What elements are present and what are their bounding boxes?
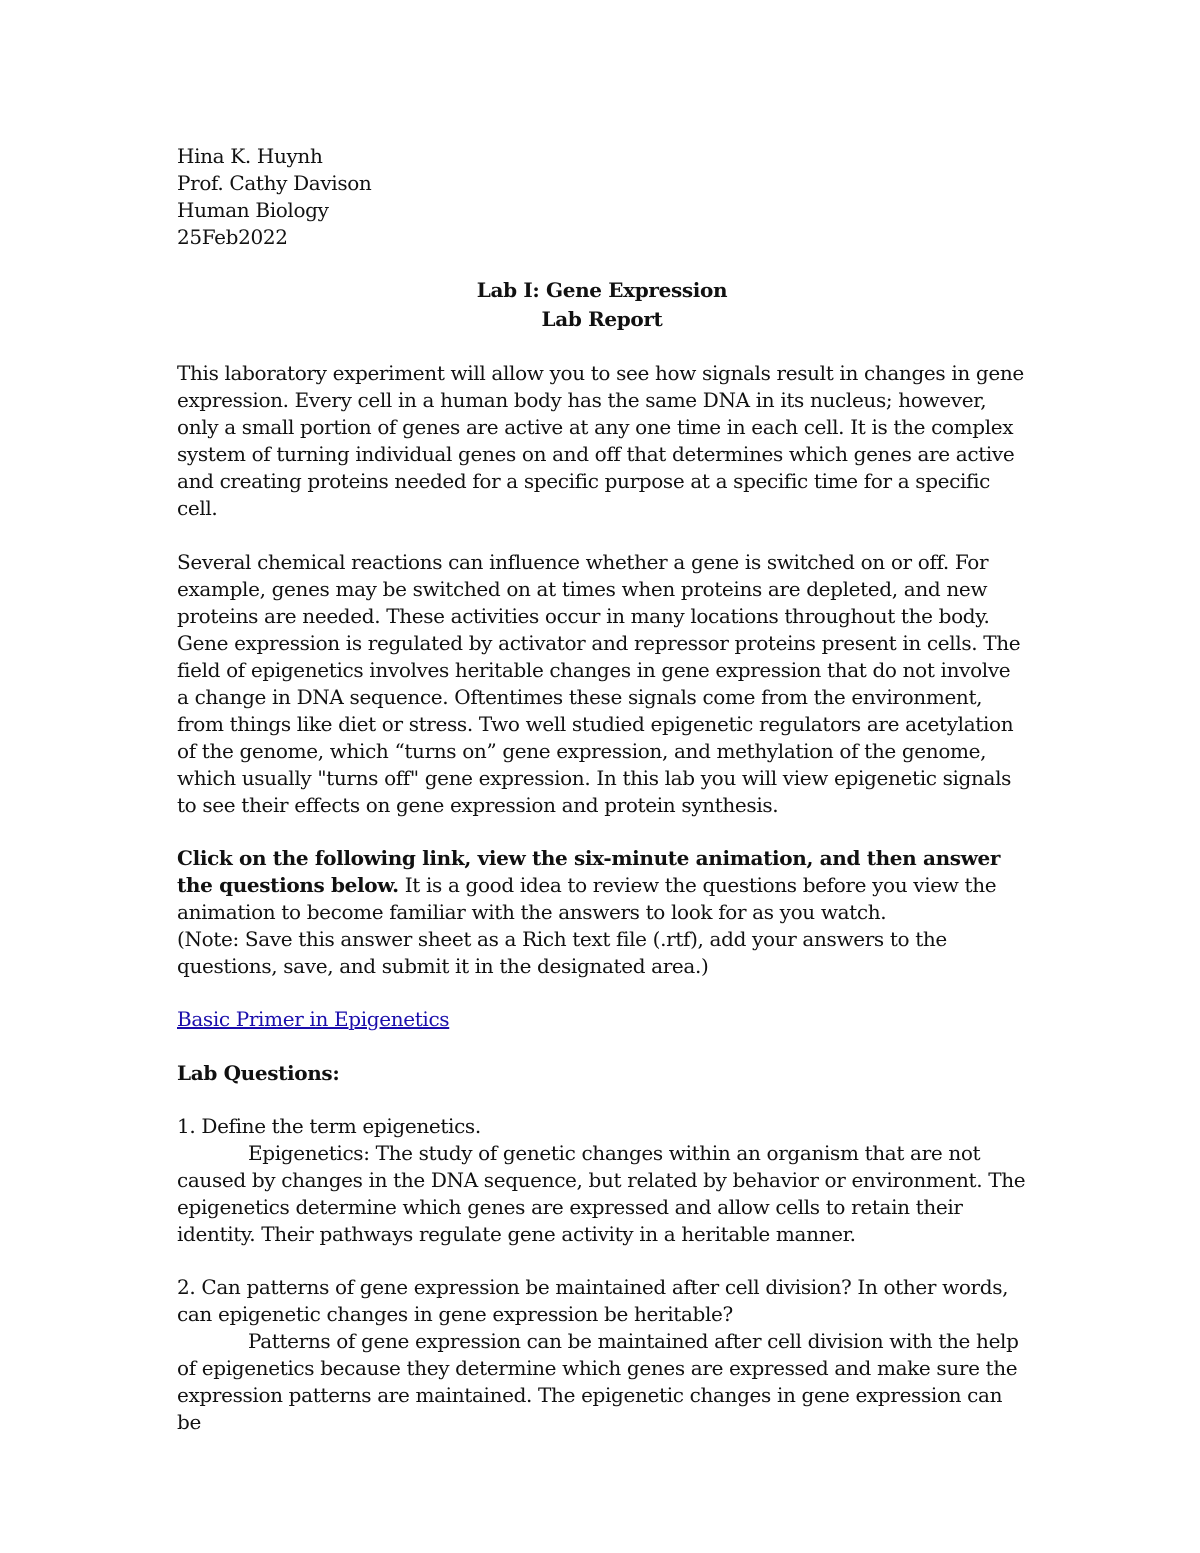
background-paragraph: Several chemical reactions can influence whether a gene is switched on or off. For example, genes may be switched on at times when proteins are depleted, and new proteins are needed. These activities occur in many locations throughout the body. Gene expression is regulated by activator and repressor proteins present in cells. The field of epigenetics involves heritable changes in gene expression that do not involve a change in DNA sequence. Oftentimes these signals come from the environment, from things like diet or stress. Two well studied epigenetic regulators are acetylation of the genome, which “turns on” gene expression, and methylation of the genome, which usually "turns off" gene expression. In this lab you will view epigenetic signals to see their effects on gene expression and protein synthesis. bbox=[177, 550, 1021, 817]
link-paragraph bbox=[177, 1006, 1027, 1033]
question-1 bbox=[177, 1113, 1027, 1248]
document-page bbox=[177, 143, 1027, 1436]
title-block bbox=[177, 276, 1027, 334]
page-title: Lab I: Gene Expression bbox=[476, 278, 728, 302]
question-2-answer: Patterns of gene expression can be maintained after cell division with the help of epigenetics because they determine which genes are expressed and make sure the expression patterns are maintained. The epigenetic changes in gene expression can be bbox=[177, 1329, 1019, 1434]
date: 25Feb2022 bbox=[177, 225, 288, 249]
epigenetics-primer-link[interactable]: Basic Primer in Epigenetics bbox=[177, 1007, 450, 1031]
questions-heading: Lab Questions: bbox=[177, 1061, 340, 1085]
instructions-text: It is a good idea to review the questions before you view the animation to become familiar with the answers to look for as you watch. bbox=[177, 873, 997, 924]
professor-name: Prof. Cathy Davison bbox=[177, 171, 372, 195]
instructions-note: (Note: Save this answer sheet as a Rich text file (.rtf), add your answers to the questions, save, and submit it in the designated area.) bbox=[177, 927, 947, 978]
instructions-bold: Click on the following link, view the six-minute animation, and then answer the questions below. bbox=[177, 846, 1001, 897]
question-2-text: 2. Can patterns of gene expression be maintained after cell division? In other words, can epigenetic changes in gene expression be heritable? bbox=[177, 1275, 1009, 1326]
course-name: Human Biology bbox=[177, 198, 329, 222]
header-block bbox=[177, 143, 1027, 251]
instructions-paragraph bbox=[177, 845, 1027, 980]
author-name: Hina K. Huynh bbox=[177, 144, 323, 168]
page-subtitle: Lab Report bbox=[541, 307, 663, 331]
question-1-answer: Epigenetics: The study of genetic changes within an organism that are not caused by changes in the DNA sequence, but related by behavior or environment. The epigenetics determine which genes are expressed and allow cells to retain their identity. Their pathways regulate gene activity in a heritable manner. bbox=[177, 1141, 1026, 1246]
intro-paragraph: This laboratory experiment will allow you to see how signals result in changes in gene expression. Every cell in a human body has the same DNA in its nucleus; however, only a small portion of genes are active at any one time in each cell. It is the complex system of turning individual genes on and off that determines which genes are active and creating proteins needed for a specific purpose at a specific time for a specific cell. bbox=[177, 361, 1024, 520]
question-1-text: 1. Define the term epigenetics. bbox=[177, 1114, 481, 1138]
question-2 bbox=[177, 1274, 1027, 1436]
